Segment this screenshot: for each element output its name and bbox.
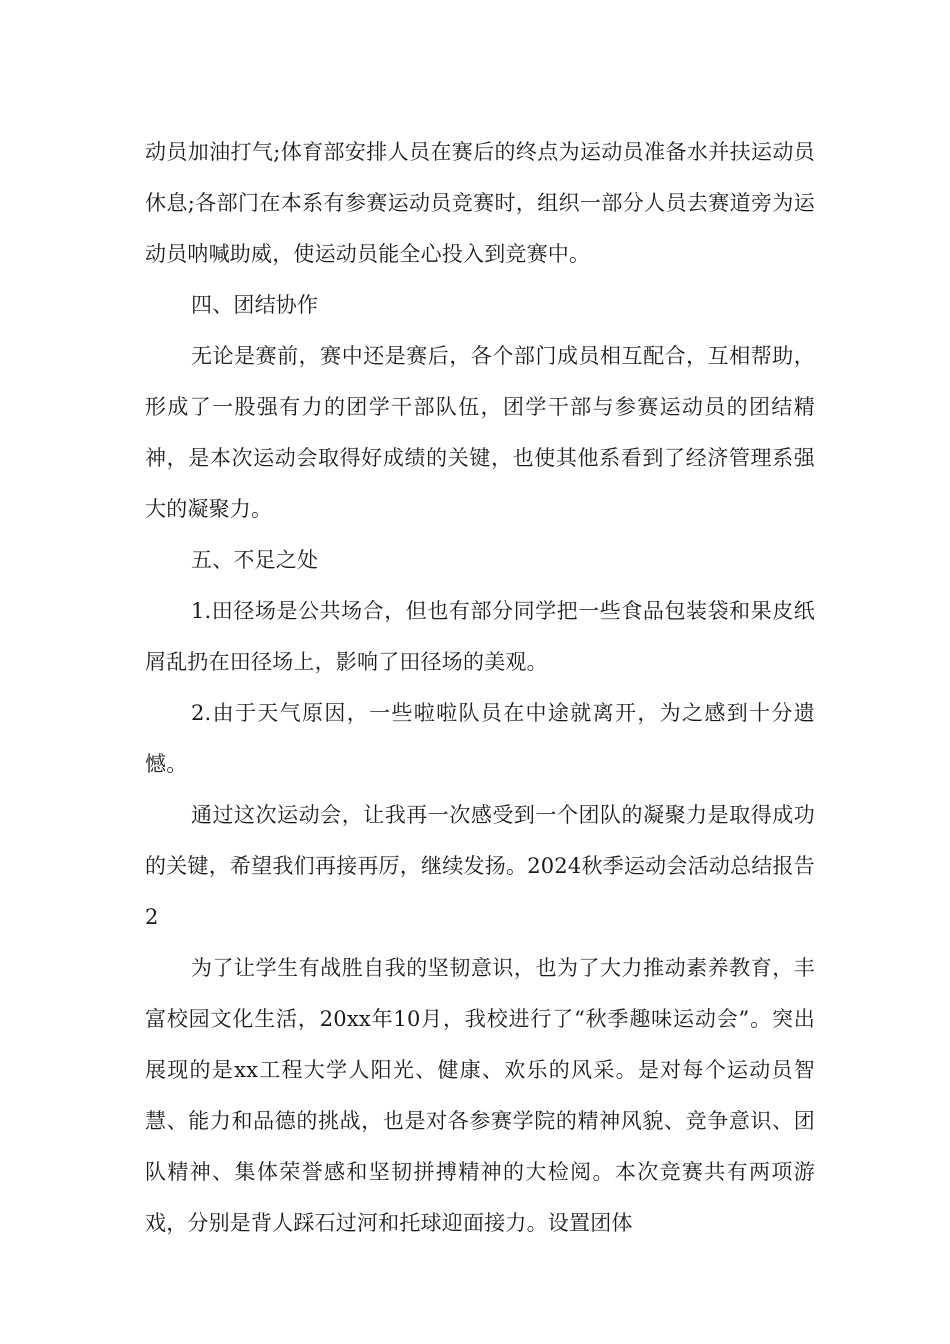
list-item-shortcoming-2: 2.由于天气原因，一些啦啦队员在中途就离开，为之感到十分遗憾。 <box>145 701 815 776</box>
paragraph-continuation: 动员加油打气;体育部安排人员在赛后的终点为运动员准备水并扶运动员休息;各部门在本系有参赛运动员竞赛时，组织一部分人员去赛道旁为运动员呐喊助威，使运动员能全心投入到竞赛中。 <box>145 140 815 266</box>
list-item-shortcoming-1: 1.田径场是公共场合，但也有部分同学把一些食品包装袋和果皮纸屑乱扔在田径场上，影响了田径场的美观。 <box>145 599 815 674</box>
document-body <box>145 127 815 1249</box>
section-heading-unity: 四、团结协作 <box>191 293 319 317</box>
paragraph-conclusion: 通过这次运动会，让我再一次感受到一个团队的凝聚力是取得成功的关键，希望我们再接再厉，继续发扬。2024秋季运动会活动总结报告2 <box>145 803 815 929</box>
paragraph-report-2-intro: 为了让学生有战胜自我的坚韧意识，也为了大力推动素养教育，丰富校园文化生活，20xx年10月，我校进行了“秋季趣味运动会”。突出展现的是xx工程大学人阳光、健康、欢乐的风采。是对每个运动员智慧、能力和品德的挑战，也是对各参赛学院的精神风貌、竞争意识、团队精神、集体荣誉感和坚韧拼搏精神的大检阅。本次竞赛共有两项游戏，分别是背人踩石过河和托球迎面接力。设置团体 <box>145 956 815 1235</box>
paragraph-unity: 无论是赛前，赛中还是赛后，各个部门成员相互配合，互相帮助，形成了一股强有力的团学干部队伍，团学干部与参赛运动员的团结精神，是本次运动会取得好成绩的关键，也使其他系看到了经济管理系强大的凝聚力。 <box>145 344 815 521</box>
section-heading-shortcomings: 五、不足之处 <box>191 548 319 572</box>
